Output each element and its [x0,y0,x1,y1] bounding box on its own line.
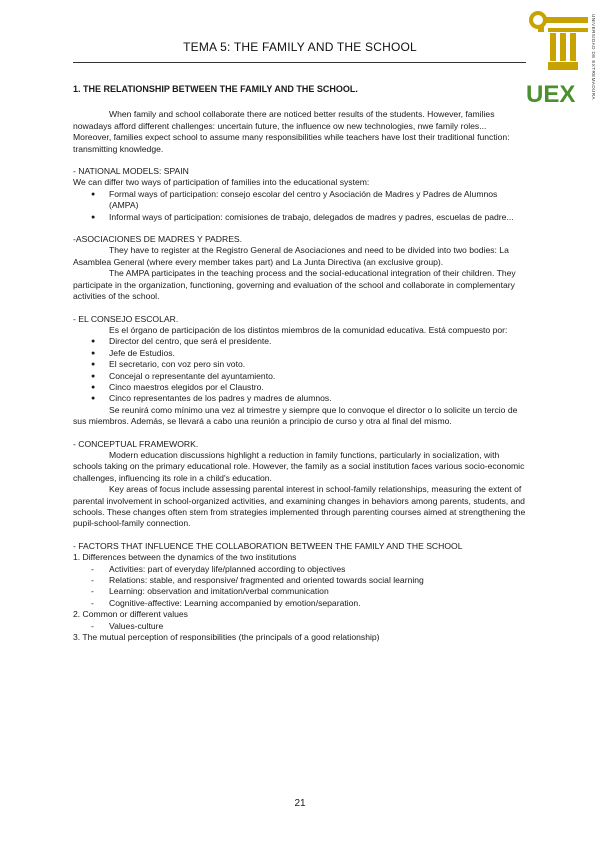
logo-initials: UEX [526,81,576,106]
asociaciones-heading: -ASOCIACIONES DE MADRES Y PADRES. [73,234,243,245]
conceptual-heading: - CONCEPTUAL FRAMEWORK. [73,438,199,449]
conceptual-paragraph-2: Key areas of focus include assessing parental interest in school-family relationships, measuring the extent of parental involvement in school-organized activities, and examining changes in behaviors among parents, students, and schools. These changes often stem from strategies implemented through parenting courses aimed at strengthening the pupil-school-family connection. [73,484,526,529]
list-item: ● Concejal o representante del ayuntamiento. [73,371,526,382]
consejo-heading: - EL CONSEJO ESCOLAR. [73,313,179,324]
list-item: - Values-culture [73,621,526,632]
factor-item: 2. Common or different values [73,609,188,620]
page-title: TEMA 5: THE FAMILY AND THE SCHOOL [183,40,417,54]
list-item: ● Cinco maestros elegidos por el Claustro. [73,382,526,393]
logo-vertical-text: UNIVERSIDAD DE EXTREMADURA [591,14,596,100]
document-body [73,84,526,643]
factor-item: 3. The mutual perception of responsibilities (the principals of a good relationship) [73,632,380,643]
factor-item: 1. Differences between the dynamics of the two institutions [73,552,297,563]
factor-sublist [73,621,526,632]
national-models-heading: - NATIONAL MODELS: SPAIN [73,166,189,177]
logo-key-icon [531,13,588,70]
factors-heading: - FACTORS THAT INFLUENCE THE COLLABORATION BETWEEN THE FAMILY AND THE SCHOOL [73,540,463,551]
consejo-intro: Es el órgano de participación de los distintos miembros de la comunidad educativa. Está compuesto por: [109,324,508,335]
list-item: - Activities: part of everyday life/planned according to objectives [73,564,526,575]
list-item: ● Jefe de Estudios. [73,348,526,359]
page-number: 21 [294,798,306,809]
list-item: - Cognitive-affective: Learning accompanied by emotion/separation. [73,598,526,609]
participation-list [73,189,526,223]
conceptual-paragraph-1: Modern education discussions highlight a reduction in family functions, particularly in socialization, with schools taking on the primary educational role. However, the family as a social institution faces various socio-economic challenges, influencing its role in a child's education. [73,449,525,483]
national-models-lead: We can differ two ways of participation of families into the educational system: [73,177,370,188]
section-heading: 1. THE RELATIONSHIP BETWEEN THE FAMILY AND THE SCHOOL. [73,84,358,94]
list-item: - Relations: stable, and responsive/ fragmented and oriented towards social learning [73,575,526,586]
consejo-closing: Se reunirá como mínimo una vez al trimestre y siempre que lo convoque el director o lo solicite un tercio de sus miembros. Además, se llevará a cabo una reunión a principio de curso y otra al final del mismo. [73,404,518,427]
list-item: ● Director del centro, que será el presidente. [73,336,526,347]
list-item: ● El secretario, con voz pero sin voto. [73,359,526,370]
consejo-members-list [73,336,526,404]
university-logo [524,6,600,106]
list-item: - Learning: observation and imitation/verbal communication [73,586,526,597]
ampa-paragraph: The AMPA participates in the teaching process and the social-educational integration of their children. They participate in the organization, functioning, governing and evaluation of the school and collaborate in complementary activities of the school. [73,268,516,302]
asociaciones-paragraph: They have to register at the Registro General de Asociaciones and need to be divided into two bodies: La Asamblea General (where every member takes part) and La Junta Directiva (an exclusive group). [73,245,509,267]
factor-sublist [73,564,526,610]
list-item: ● Cinco representantes de los padres y madres de alumnos. [73,393,526,404]
title-divider [73,62,526,63]
list-item: ● Informal ways of participation: comisiones de trabajo, delegados de madres y padres, escuelas de padre... [73,212,526,223]
intro-paragraph: When family and school collaborate there are noticed better results of the students. However, families nowadays afford different challenges: uncertain future, the influence ow new technologies, nwe family roles... Moreover, families expect school to assume many responsibilities while teachers have lost their traditional function: transmitting knowledge. [73,109,510,154]
list-item: ● Formal ways of participation: consejo escolar del centro y Asociación de Madres y Padres de Alumnos (AMPA) [73,189,526,212]
